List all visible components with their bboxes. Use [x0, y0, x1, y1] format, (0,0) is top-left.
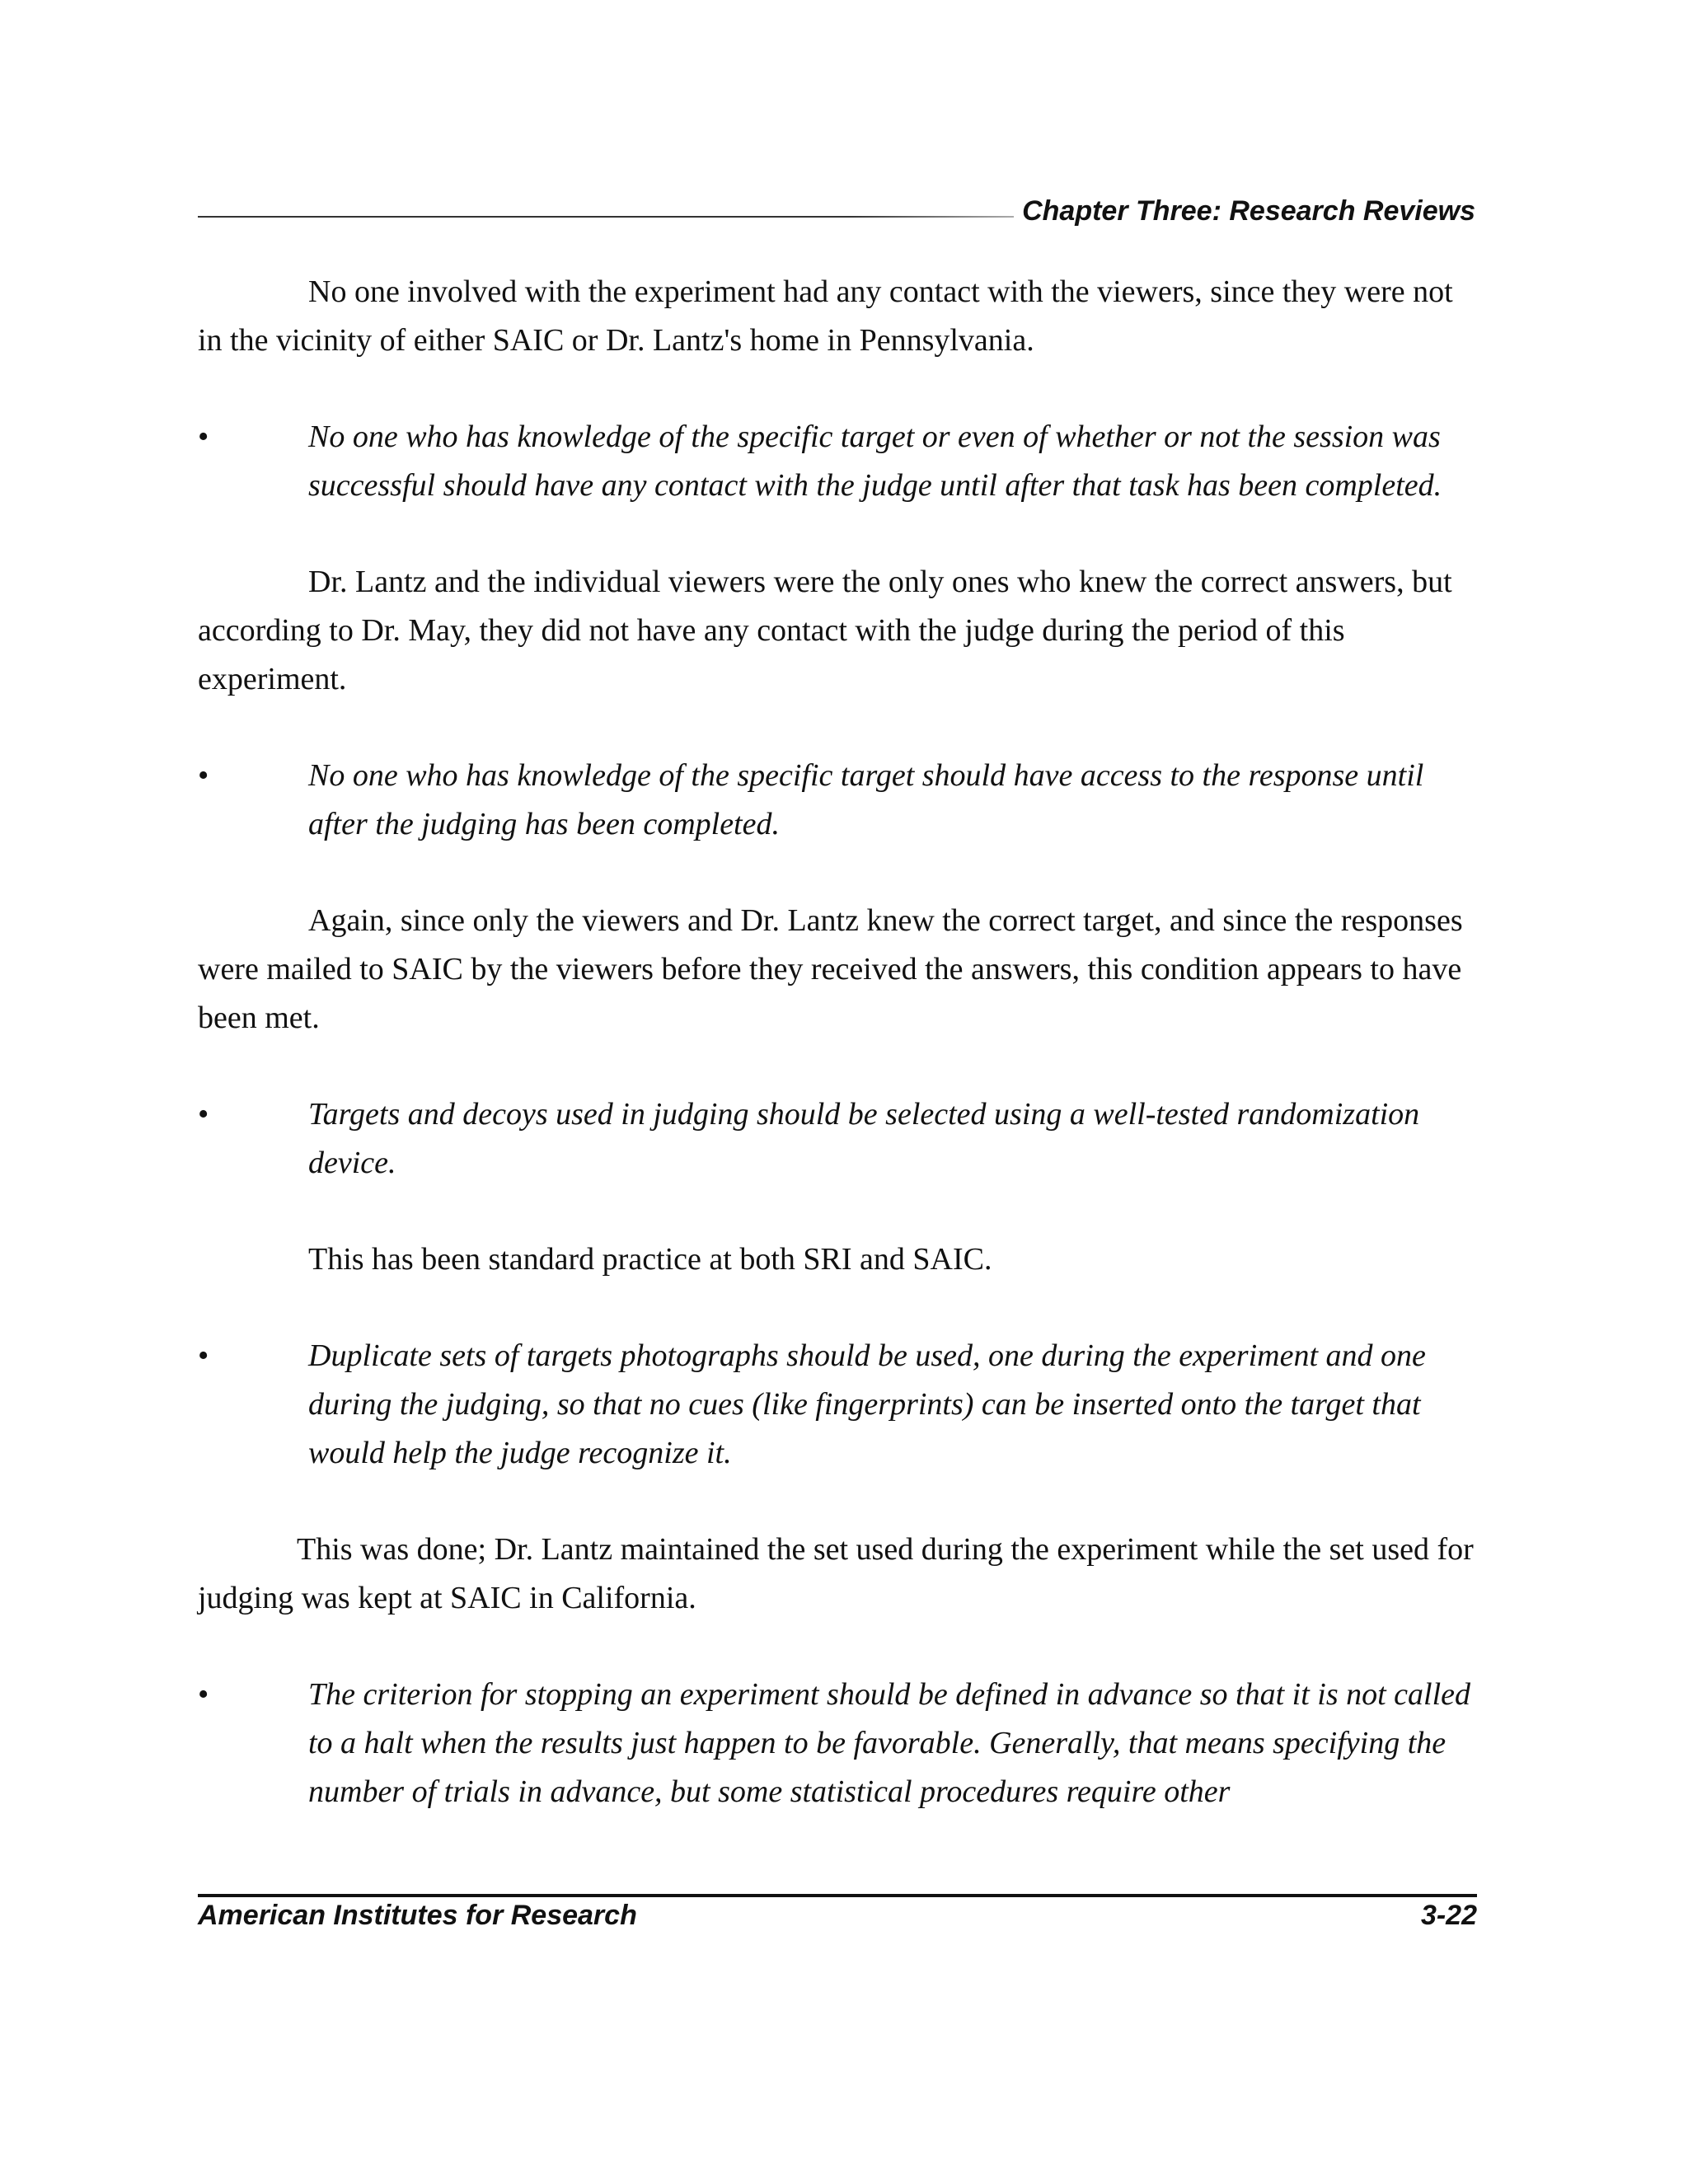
- paragraph: This was done; Dr. Lantz maintained the set used during the experiment while the set used for judging was kept at SAIC in California.: [198, 1532, 1474, 1615]
- bullet-text: No one who has knowledge of the specific target should have access to the response until after the judging has been completed.: [308, 758, 1424, 841]
- body-text: [198, 268, 1477, 1816]
- paragraph: Again, since only the viewers and Dr. Lantz knew the correct target, and since the responses were mailed to SAIC by the viewers before they received the answers, this condition appears to have been met.: [198, 903, 1463, 1035]
- bullet-icon: •: [198, 1097, 209, 1132]
- page-number: 3-22: [1420, 1900, 1477, 1931]
- bullet-item: [198, 752, 1477, 849]
- paragraph: No one involved with the experiment had any contact with the viewers, since they were not in the vicinity of either SAIC or Dr. Lantz's home in Pennsylvania.: [198, 274, 1453, 358]
- bullet-item: [198, 1671, 1477, 1816]
- paragraph: Dr. Lantz and the individual viewers were the only ones who knew the correct answers, but according to Dr. May, they did not have any contact with the judge during the period of this experiment.: [198, 565, 1452, 696]
- bullet-icon: •: [198, 419, 209, 454]
- bullet-text: No one who has knowledge of the specific target or even of whether or not the session was successful should have any contact with the judge until after that task has been completed.: [308, 419, 1442, 503]
- footer-rule: [198, 1894, 1477, 1897]
- bullet-icon: •: [198, 1677, 209, 1712]
- footer-organization: American Institutes for Research: [198, 1900, 637, 1931]
- paragraph: This has been standard practice at both SRI and SAIC.: [308, 1242, 992, 1277]
- bullet-text: Duplicate sets of targets photographs should be used, one during the experiment and one during the judging, so that no cues (like fingerprints) can be inserted onto the target that would help the judge recognize it.: [308, 1338, 1426, 1470]
- chapter-title: Chapter Three: Research Reviews: [1022, 195, 1475, 227]
- bullet-text: Targets and decoys used in judging should be selected using a well-tested randomization device.: [308, 1097, 1420, 1180]
- header-rule: [198, 216, 1014, 218]
- bullet-item: [198, 1332, 1477, 1478]
- bullet-item: [198, 1090, 1477, 1188]
- bullet-icon: •: [198, 758, 209, 793]
- bullet-icon: •: [198, 1338, 209, 1373]
- bullet-text: The criterion for stopping an experiment should be defined in advance so that it is not called to a halt when the results just happen to be favorable. Generally, that means specifying the number of trials in advance, but some statistical procedures require other: [308, 1677, 1471, 1809]
- bullet-item: [198, 413, 1477, 510]
